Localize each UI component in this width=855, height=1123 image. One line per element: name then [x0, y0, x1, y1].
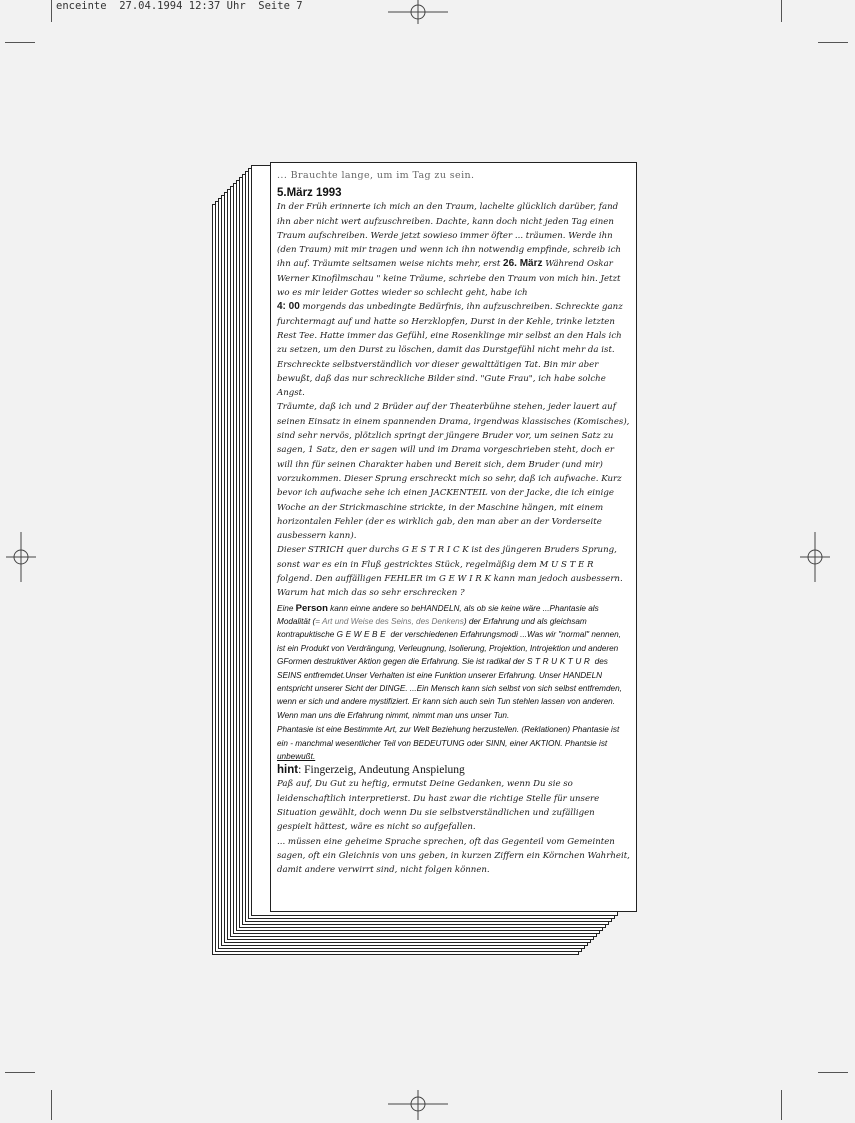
entry-date: 5.März 1993: [277, 187, 342, 200]
crop-mark: [818, 1072, 848, 1073]
handwritten-paragraph: [277, 300, 630, 400]
hint-text: : Fingerzeig, Andeutung Anspielung: [298, 764, 465, 777]
typed-paragraph: [277, 723, 630, 763]
typed-text: ) der Erfahrung und als gleichsam kontrapuktische: [277, 617, 587, 640]
spaced-word: GEWEBE: [336, 630, 389, 640]
keyword-person: Person: [295, 602, 328, 614]
crop-mark: [781, 1090, 782, 1120]
crop-mark: [51, 0, 52, 22]
typed-paragraph: [277, 602, 630, 723]
registration-mark-left: [6, 532, 36, 582]
crop-mark: [5, 1072, 35, 1073]
typed-text: des SEINS entfremdet.Unser Verhalten ist eine Funktion unserer Erfahrung. Unser HANDELN entspricht unserer Sicht der DINGE. ...Ein Mensch kann sich selbst von sich selbst entfremden, wenn er sich und andere mystifiziert. Er kann sich auch sein Tun stehlen lassen von anderen. Wenn man uns die Erfahrung nimmt, nimmt man uns unser Tun.: [277, 657, 622, 720]
handwritten-paragraph: Träumte, daß ich und 2 Brüder auf der Theaterbühne stehen, jeder lauert auf seinen Einsatz in einem spannenden Drama, irgendwas klassisches (Komisches), sind sehr nervös, plötzlich springt der jüngere Bruder vor, um seinen Satz zu sagen, 1 Satz, den er sagen will und im Drama vorgeschrieben steht, doch er will ihn für seinen Charakter haben und Bereit sich, dem Bruder (und mir) vorzukommen. Dieser Sprung erschreckt mich so sehr, daß ich aufwache. Kurz bevor ich aufwache sehe ich einen JACKENTEIL von der Jacke, die ich einige Woche an der Strickmaschine strickte, in der Maschine hängen, mit einem horizontalen Fehler (der es wirklich gab, den man aber an der Vorderseite ausbessern kann).: [277, 402, 630, 542]
print-header: enceinte 27.04.1994 12:37 Uhr Seite 7: [56, 0, 303, 12]
registration-mark-top: [388, 0, 448, 24]
handwritten-paragraph: [277, 200, 630, 300]
handwritten-paragraph: Dieser STRICH quer durchs G E S T R I C K ist des jüngeren Bruders Sprung, sonst war es ein in Fluß gestricktes Stück, regelmäßig dem M U S T E R folgend. Den auffälligen FEHLER im G E W I R K kann man jedoch ausbessern. Warum hat mich das so sehr erschrecken ?: [277, 545, 623, 599]
crop-mark: [5, 42, 35, 43]
typed-text: der verschiedenen Erfahrungsmodi ...Was wir "normal" nennen, ist ein Produkt von Verdrängung, Verleugnung, Isolierung, Projektion, Introjektion und anderen GFormen destruktiver Aktion gegen die Erfahrung. Sie ist radikal der: [277, 630, 621, 667]
handwritten-paragraph: Paß auf, Du Gut zu heftig, ermutst Deine Gedanken, wenn Du sie so leidenschaftlich interpretierst. Du hast zwar die richtige Stelle für unsere Situation gewählt, doch wenn Du sie selbstverständlichen und zufälligen gespielt hättest, wäre es nicht so aufgefallen.: [277, 779, 600, 833]
registration-mark-right: [800, 532, 830, 582]
gray-note: = Art und Weise des Seins, des Denkens: [315, 617, 464, 627]
underlined-word: unbewußt.: [277, 752, 316, 762]
paragraph-text: morgends das unbedingte Bedürfnis, ihn aufzuschreiben. Schreckte ganz furchtermagt auf und hatte so Herzklopfen, Durst in der Kehle, trinke letzten Rest Tee. Hatte immer das Gefühl, eine Rosenklinge mir selbst an den Hals ich zu setzen, um den Durst zu löschen, damit das Durstgefühl nicht mehr da ist. Erschreckte selbstverständlich vor dieser gewalttätigen Tat. Bin mir aber bewußt, daß das nur schreckliche Bilder sind. "Gute Frau", ich habe solche Angst.: [277, 302, 623, 399]
entry-time: 4: 00: [277, 301, 300, 313]
crop-mark: [818, 42, 848, 43]
registration-mark-bottom: [388, 1090, 448, 1120]
paragraph-text: Während Oskar Werner Kinofilmschau " keine Träume, schriebe den Traum von mich hin. Jetzt wo es mir leider Gottes wieder so schlecht geht, habe ich: [277, 259, 621, 299]
hint-word: hint: [277, 764, 299, 777]
paragraph-text: In der Früh erinnerte ich mich an den Traum, lachelte glücklich darüber, fand ihn aber nicht wert aufzuschreiben. Dachte, kann doch nicht jeden Tag einen Traum aufschreiben. Werde jetzt sowieso immer öfter ... träumen. Werde ihn (den Traum) mit mir tragen und wenn ich ihn notwendig empfinde, schreib ich ihn auf. Träumte seltsamen weise nichts mehr, erst: [277, 202, 621, 270]
diary-page: [270, 162, 637, 912]
handwritten-paragraph: ... müssen eine geheime Sprache sprechen, oft das Gegenteil vom Gemeinten sagen, oft ein Gleichnis von uns geben, in kurzen Ziffern ein Körnchen Wahrheit, damit andere verwirrt sind, nicht folgen können.: [277, 836, 630, 876]
crop-mark: [781, 0, 782, 22]
typed-text: kann einne andere so beHANDELN, als ob sie keine wäre ...Phantasie als Modalität (: [277, 603, 599, 627]
entry-date-inline: 26. März: [503, 258, 543, 270]
hint-definition: [277, 764, 630, 776]
spaced-word: STRUKTUR: [527, 657, 593, 667]
intro-line: ... Brauchte lange, um im Tag zu sein.: [277, 170, 475, 181]
typed-text: Eine: [277, 603, 294, 613]
typed-text: Phantasie ist eine Bestimmte Art, zur Welt Beziehung herzustellen. (Reklationen) Phantasie ist ein - manchmal wesentlicher Teil von BEDEUTUNG oder SINN, einer AKTION. Phantsie ist: [277, 725, 620, 748]
crop-mark: [51, 1090, 52, 1120]
